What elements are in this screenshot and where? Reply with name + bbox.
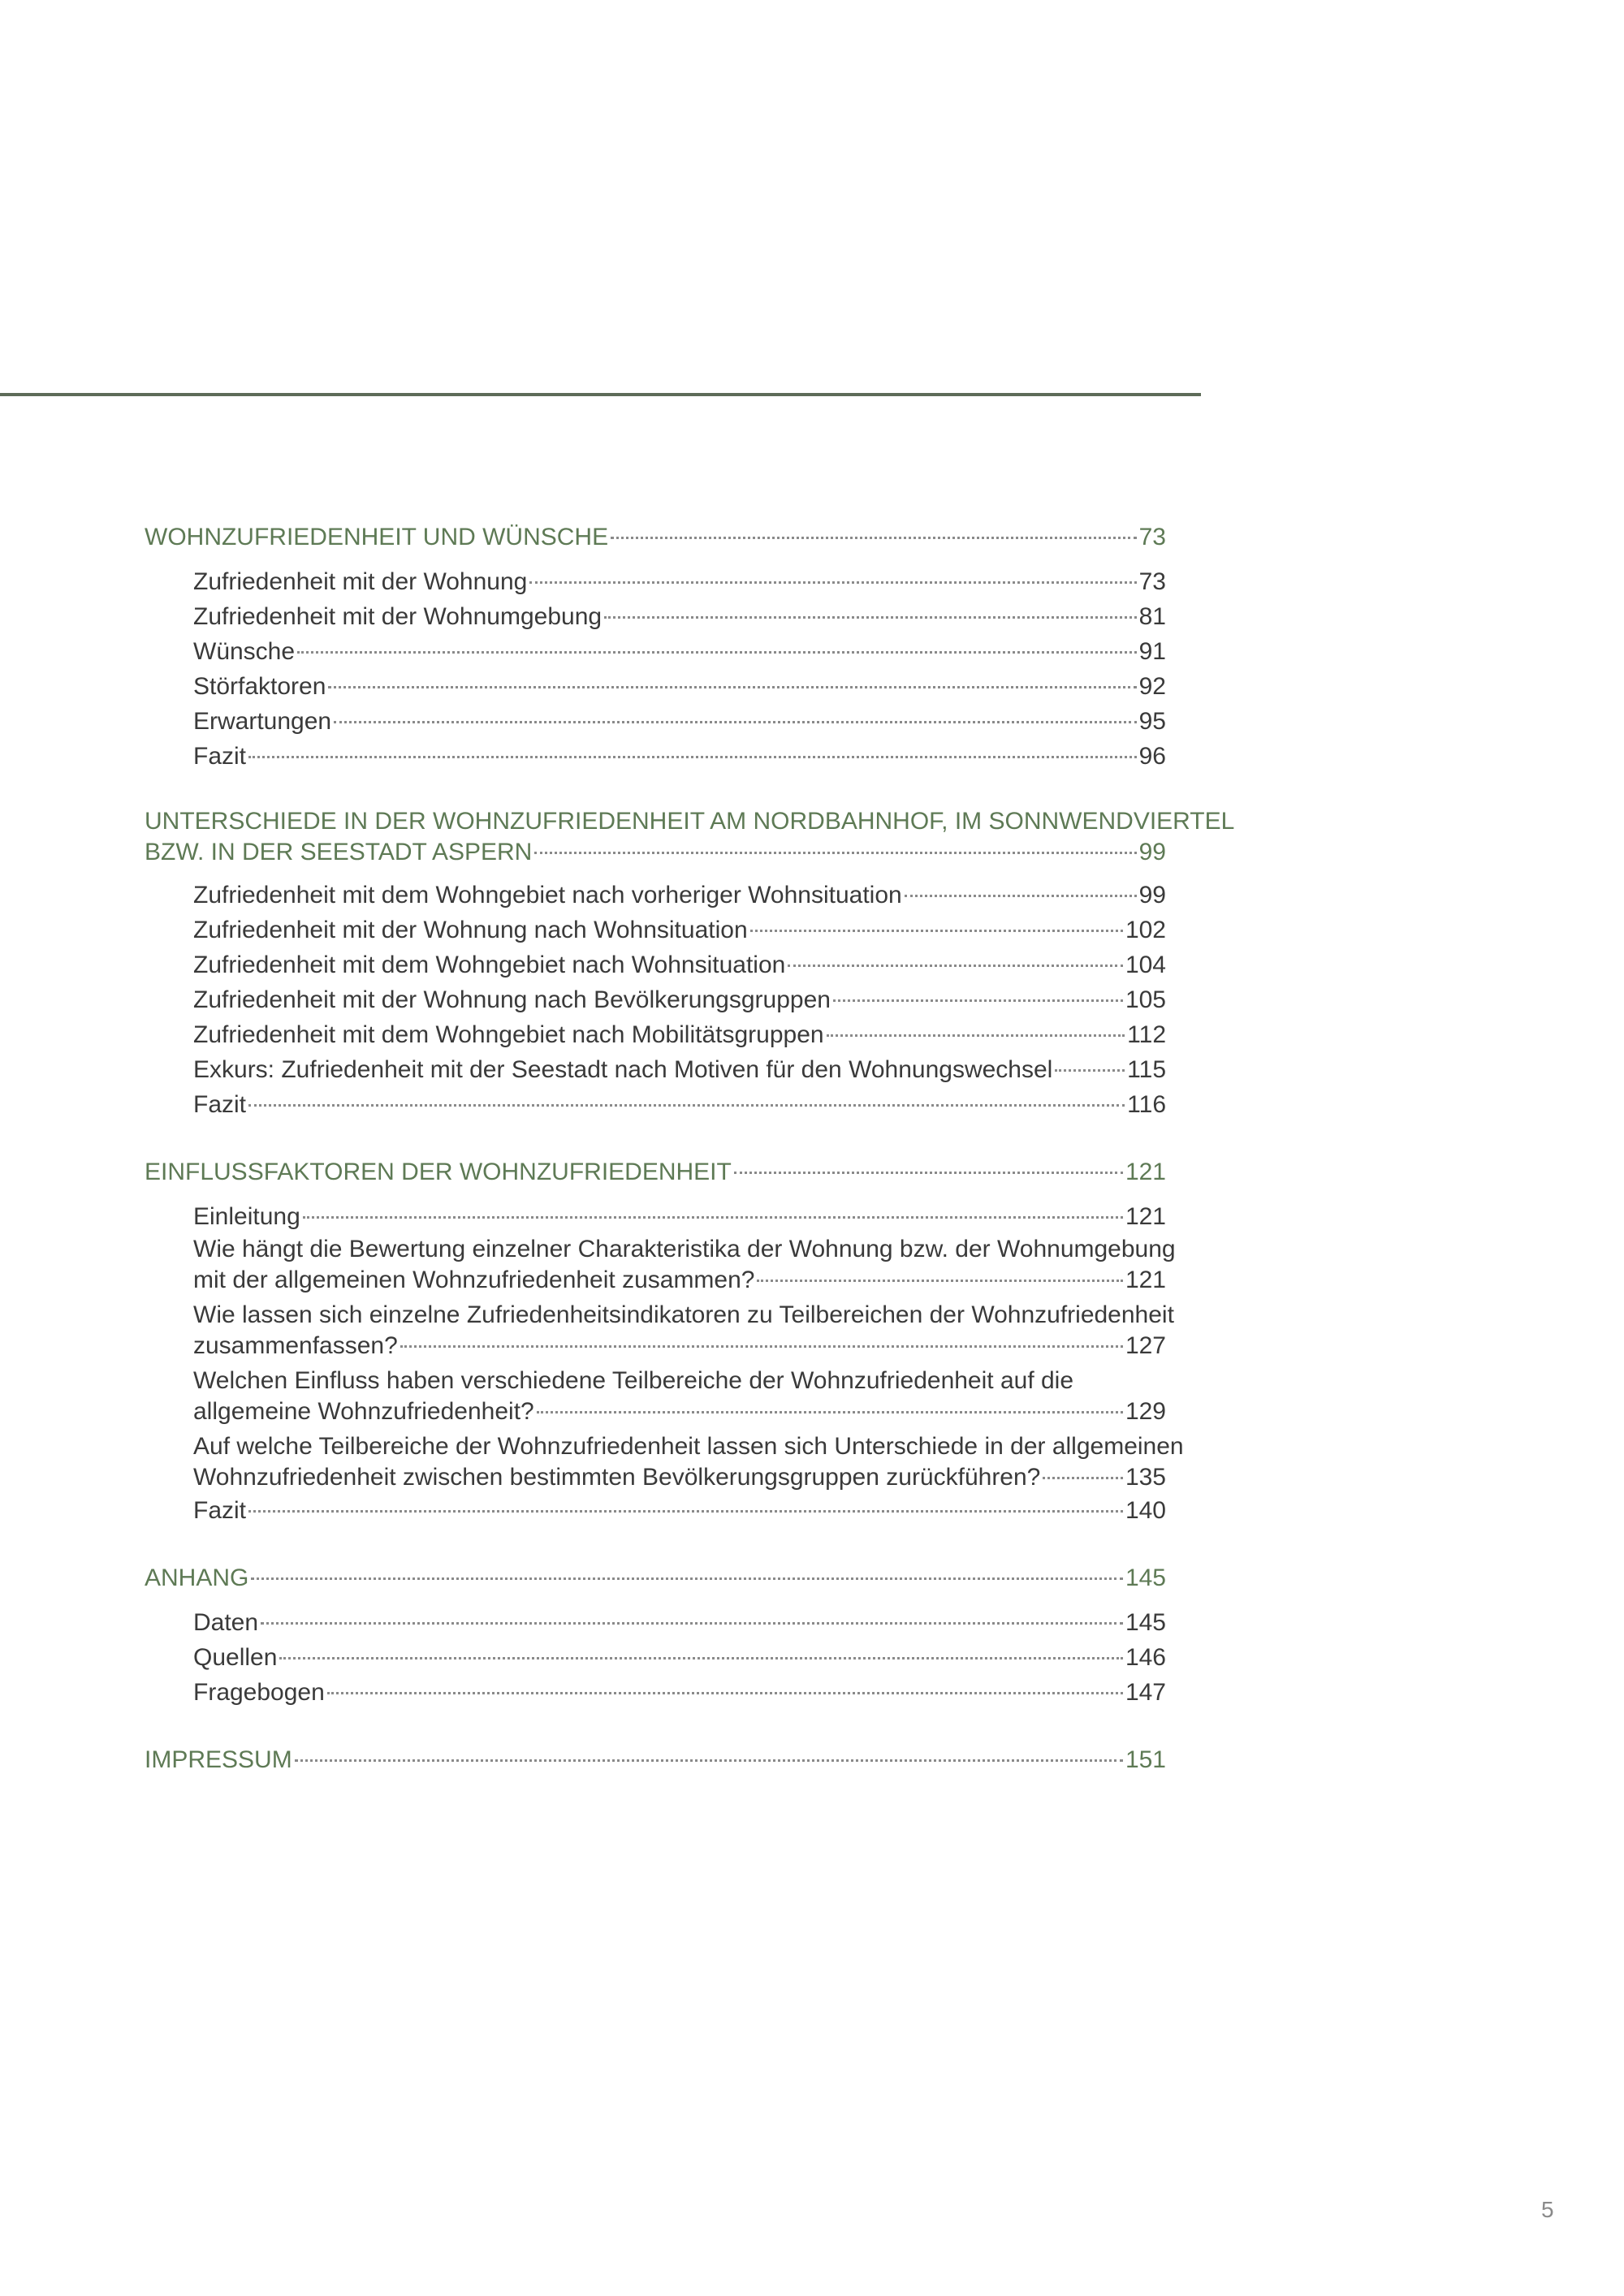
- dot-leader: [1055, 1069, 1125, 1072]
- dot-leader: [279, 1657, 1123, 1659]
- toc-section-title: WOHNZUFRIEDENHEIT UND WÜNSCHE: [145, 524, 609, 550]
- dot-leader: [757, 1280, 1122, 1282]
- toc-page-number: 129: [1125, 1398, 1166, 1425]
- toc-entry-label: Einleitung: [193, 1203, 300, 1230]
- dot-leader: [529, 581, 1136, 584]
- dot-leader: [303, 1216, 1123, 1219]
- toc-entry-label: Zufriedenheit mit dem Wohngebiet nach vorheriger Wohnsituation: [193, 882, 902, 908]
- toc-entry[interactable]: [145, 1017, 1166, 1052]
- toc-section-heading[interactable]: [145, 806, 1235, 868]
- toc-page-number: 73: [1138, 568, 1166, 595]
- toc-section-heading[interactable]: [145, 1742, 1166, 1777]
- toc-section-impressum: [145, 1742, 1166, 1777]
- dot-leader: [905, 895, 1137, 897]
- toc-entry-label: Zufriedenheit mit der Wohnung: [193, 568, 528, 595]
- toc-page-number: 92: [1138, 673, 1166, 700]
- toc-page-number: 95: [1138, 708, 1166, 735]
- toc-page-number: 105: [1125, 986, 1166, 1013]
- dot-leader: [248, 756, 1137, 758]
- toc-section-unterschiede: [145, 806, 1235, 1122]
- toc-entry-line2: mit der allgemeinen Wohnzufriedenheit zusammen?: [193, 1267, 755, 1293]
- toc-page-number: 140: [1125, 1497, 1166, 1524]
- toc-page-number: 151: [1125, 1746, 1166, 1773]
- dot-leader: [827, 1034, 1125, 1037]
- toc-entry[interactable]: [145, 1675, 1166, 1710]
- toc-entry[interactable]: [145, 1087, 1166, 1122]
- dot-leader: [295, 1759, 1123, 1762]
- toc-page-number: 146: [1125, 1644, 1166, 1671]
- toc-entry[interactable]: [145, 1199, 1166, 1234]
- toc-entry[interactable]: [145, 982, 1166, 1017]
- toc-entry-line1: Wie hängt die Bewertung einzelner Charakteristika der Wohnung bzw. der Wohnumgebung: [193, 1236, 1176, 1262]
- toc-page-number: 135: [1125, 1464, 1166, 1491]
- toc-entry-label: Fazit: [193, 743, 247, 770]
- toc-section-anhang: [145, 1560, 1166, 1710]
- toc-entry[interactable]: [145, 1640, 1166, 1675]
- toc-entry-label: Fragebogen: [193, 1679, 325, 1706]
- dot-leader: [1043, 1477, 1123, 1479]
- toc-entry-label: Quellen: [193, 1644, 278, 1671]
- toc-entry[interactable]: [145, 669, 1166, 704]
- toc-entry-line1: Wie lassen sich einzelne Zufriedenheitsindikatoren zu Teilbereichen der Wohnzufriedenheit: [193, 1301, 1174, 1328]
- toc-page-number: 121: [1125, 1159, 1166, 1185]
- toc-section-heading[interactable]: [145, 520, 1166, 555]
- dot-leader: [328, 686, 1136, 688]
- dot-leader: [534, 852, 1136, 854]
- toc-page-number: 121: [1125, 1203, 1166, 1230]
- toc-entry-line1: Auf welche Teilbereiche der Wohnzufriedenheit lassen sich Unterschiede in der allgemeinen: [193, 1433, 1184, 1460]
- dot-leader: [327, 1692, 1123, 1694]
- toc-entry-line2: zusammenfassen?: [193, 1332, 398, 1359]
- dot-leader: [248, 1104, 1125, 1107]
- toc-section-einflussfaktoren: [145, 1154, 1184, 1528]
- toc-entry-label: Fazit: [193, 1497, 247, 1524]
- dot-leader: [611, 537, 1137, 539]
- toc-page-number: 127: [1125, 1332, 1166, 1359]
- toc-section-wohnzufriedenheit: [145, 520, 1166, 774]
- dot-leader: [604, 616, 1137, 619]
- toc-entry[interactable]: [145, 739, 1166, 774]
- toc-entry[interactable]: [145, 599, 1166, 634]
- toc-entry-label: Exkurs: Zufriedenheit mit der Seestadt nach Motiven für den Wohnungswechsel: [193, 1056, 1053, 1083]
- toc-entry-label: Störfaktoren: [193, 673, 326, 700]
- toc-section-title: ANHANG: [145, 1564, 249, 1591]
- toc-section-title: IMPRESSUM: [145, 1746, 292, 1773]
- toc-entry-multiline[interactable]: [145, 1234, 1176, 1296]
- toc-entry[interactable]: [145, 947, 1166, 982]
- toc-entry[interactable]: [145, 913, 1166, 947]
- toc-entry[interactable]: [145, 1493, 1166, 1528]
- toc-section-heading[interactable]: [145, 1154, 1166, 1189]
- toc-section-title-line2: BZW. IN DER SEESTADT ASPERN: [145, 839, 533, 865]
- toc-entry-line1: Welchen Einfluss haben verschiedene Teilbereiche der Wohnzufriedenheit auf die: [193, 1367, 1074, 1394]
- toc-page-number: 112: [1127, 1021, 1166, 1048]
- dot-leader: [750, 930, 1123, 932]
- dot-leader: [297, 651, 1137, 654]
- toc-entry-line2: Wohnzufriedenheit zwischen bestimmten Bevölkerungsgruppen zurückführen?: [193, 1464, 1041, 1491]
- toc-entry-label: Zufriedenheit mit der Wohnung nach Wohnsituation: [193, 917, 748, 943]
- toc-entry-label: Wünsche: [193, 638, 296, 665]
- dot-leader: [251, 1577, 1123, 1580]
- toc-page-number: 145: [1125, 1564, 1166, 1591]
- toc-entry[interactable]: [145, 704, 1166, 739]
- toc-entry[interactable]: [145, 634, 1166, 669]
- toc-section-heading[interactable]: [145, 1560, 1166, 1595]
- toc-entry-label: Zufriedenheit mit der Wohnung nach Bevölkerungsgruppen: [193, 986, 831, 1013]
- dot-leader: [833, 999, 1123, 1002]
- dot-leader: [788, 965, 1123, 967]
- dot-leader: [734, 1172, 1123, 1174]
- toc-entry-label: Daten: [193, 1609, 259, 1636]
- toc-entry[interactable]: [145, 564, 1166, 599]
- dot-leader: [537, 1411, 1123, 1413]
- dot-leader: [400, 1345, 1123, 1348]
- toc-entry-multiline[interactable]: [145, 1431, 1184, 1493]
- toc-entry-multiline[interactable]: [145, 1366, 1166, 1427]
- table-of-contents: [145, 520, 1235, 1810]
- toc-page-number: 102: [1125, 917, 1166, 943]
- toc-page-number: 81: [1138, 603, 1166, 630]
- toc-page-number: 121: [1125, 1267, 1166, 1293]
- toc-entry-line2: allgemeine Wohnzufriedenheit?: [193, 1398, 534, 1425]
- toc-entry[interactable]: [145, 1052, 1166, 1087]
- toc-page-number: 147: [1125, 1679, 1166, 1706]
- toc-page-number: 145: [1125, 1609, 1166, 1636]
- header-rule: [0, 393, 1201, 396]
- toc-entry-multiline[interactable]: [145, 1300, 1174, 1362]
- page-number: 5: [1541, 2197, 1554, 2222]
- toc-entry[interactable]: [145, 878, 1166, 913]
- toc-page-number: 99: [1138, 839, 1166, 865]
- dot-leader: [248, 1510, 1123, 1513]
- toc-entry-label: Erwartungen: [193, 708, 332, 735]
- toc-page-number: 115: [1127, 1056, 1166, 1083]
- dot-leader: [261, 1622, 1123, 1625]
- dot-leader: [334, 721, 1137, 723]
- toc-entry-label: Zufriedenheit mit der Wohnumgebung: [193, 603, 603, 630]
- toc-page-number: 91: [1138, 638, 1166, 665]
- toc-section-title: EINFLUSSFAKTOREN DER WOHNZUFRIEDENHEIT: [145, 1159, 732, 1185]
- toc-page-number: 73: [1138, 524, 1166, 550]
- toc-entry[interactable]: [145, 1605, 1166, 1640]
- toc-page-number: 116: [1127, 1091, 1166, 1118]
- toc-entry-label: Fazit: [193, 1091, 247, 1118]
- toc-page-number: 96: [1138, 743, 1166, 770]
- toc-section-title-line1: UNTERSCHIEDE IN DER WOHNZUFRIEDENHEIT AM NORDBAHNHOF, IM SONNWENDVIERTEL: [145, 808, 1235, 835]
- toc-entry-label: Zufriedenheit mit dem Wohngebiet nach Wohnsituation: [193, 952, 786, 978]
- toc-page-number: 104: [1125, 952, 1166, 978]
- toc-entry-label: Zufriedenheit mit dem Wohngebiet nach Mobilitätsgruppen: [193, 1021, 824, 1048]
- toc-page-number: 99: [1138, 882, 1166, 908]
